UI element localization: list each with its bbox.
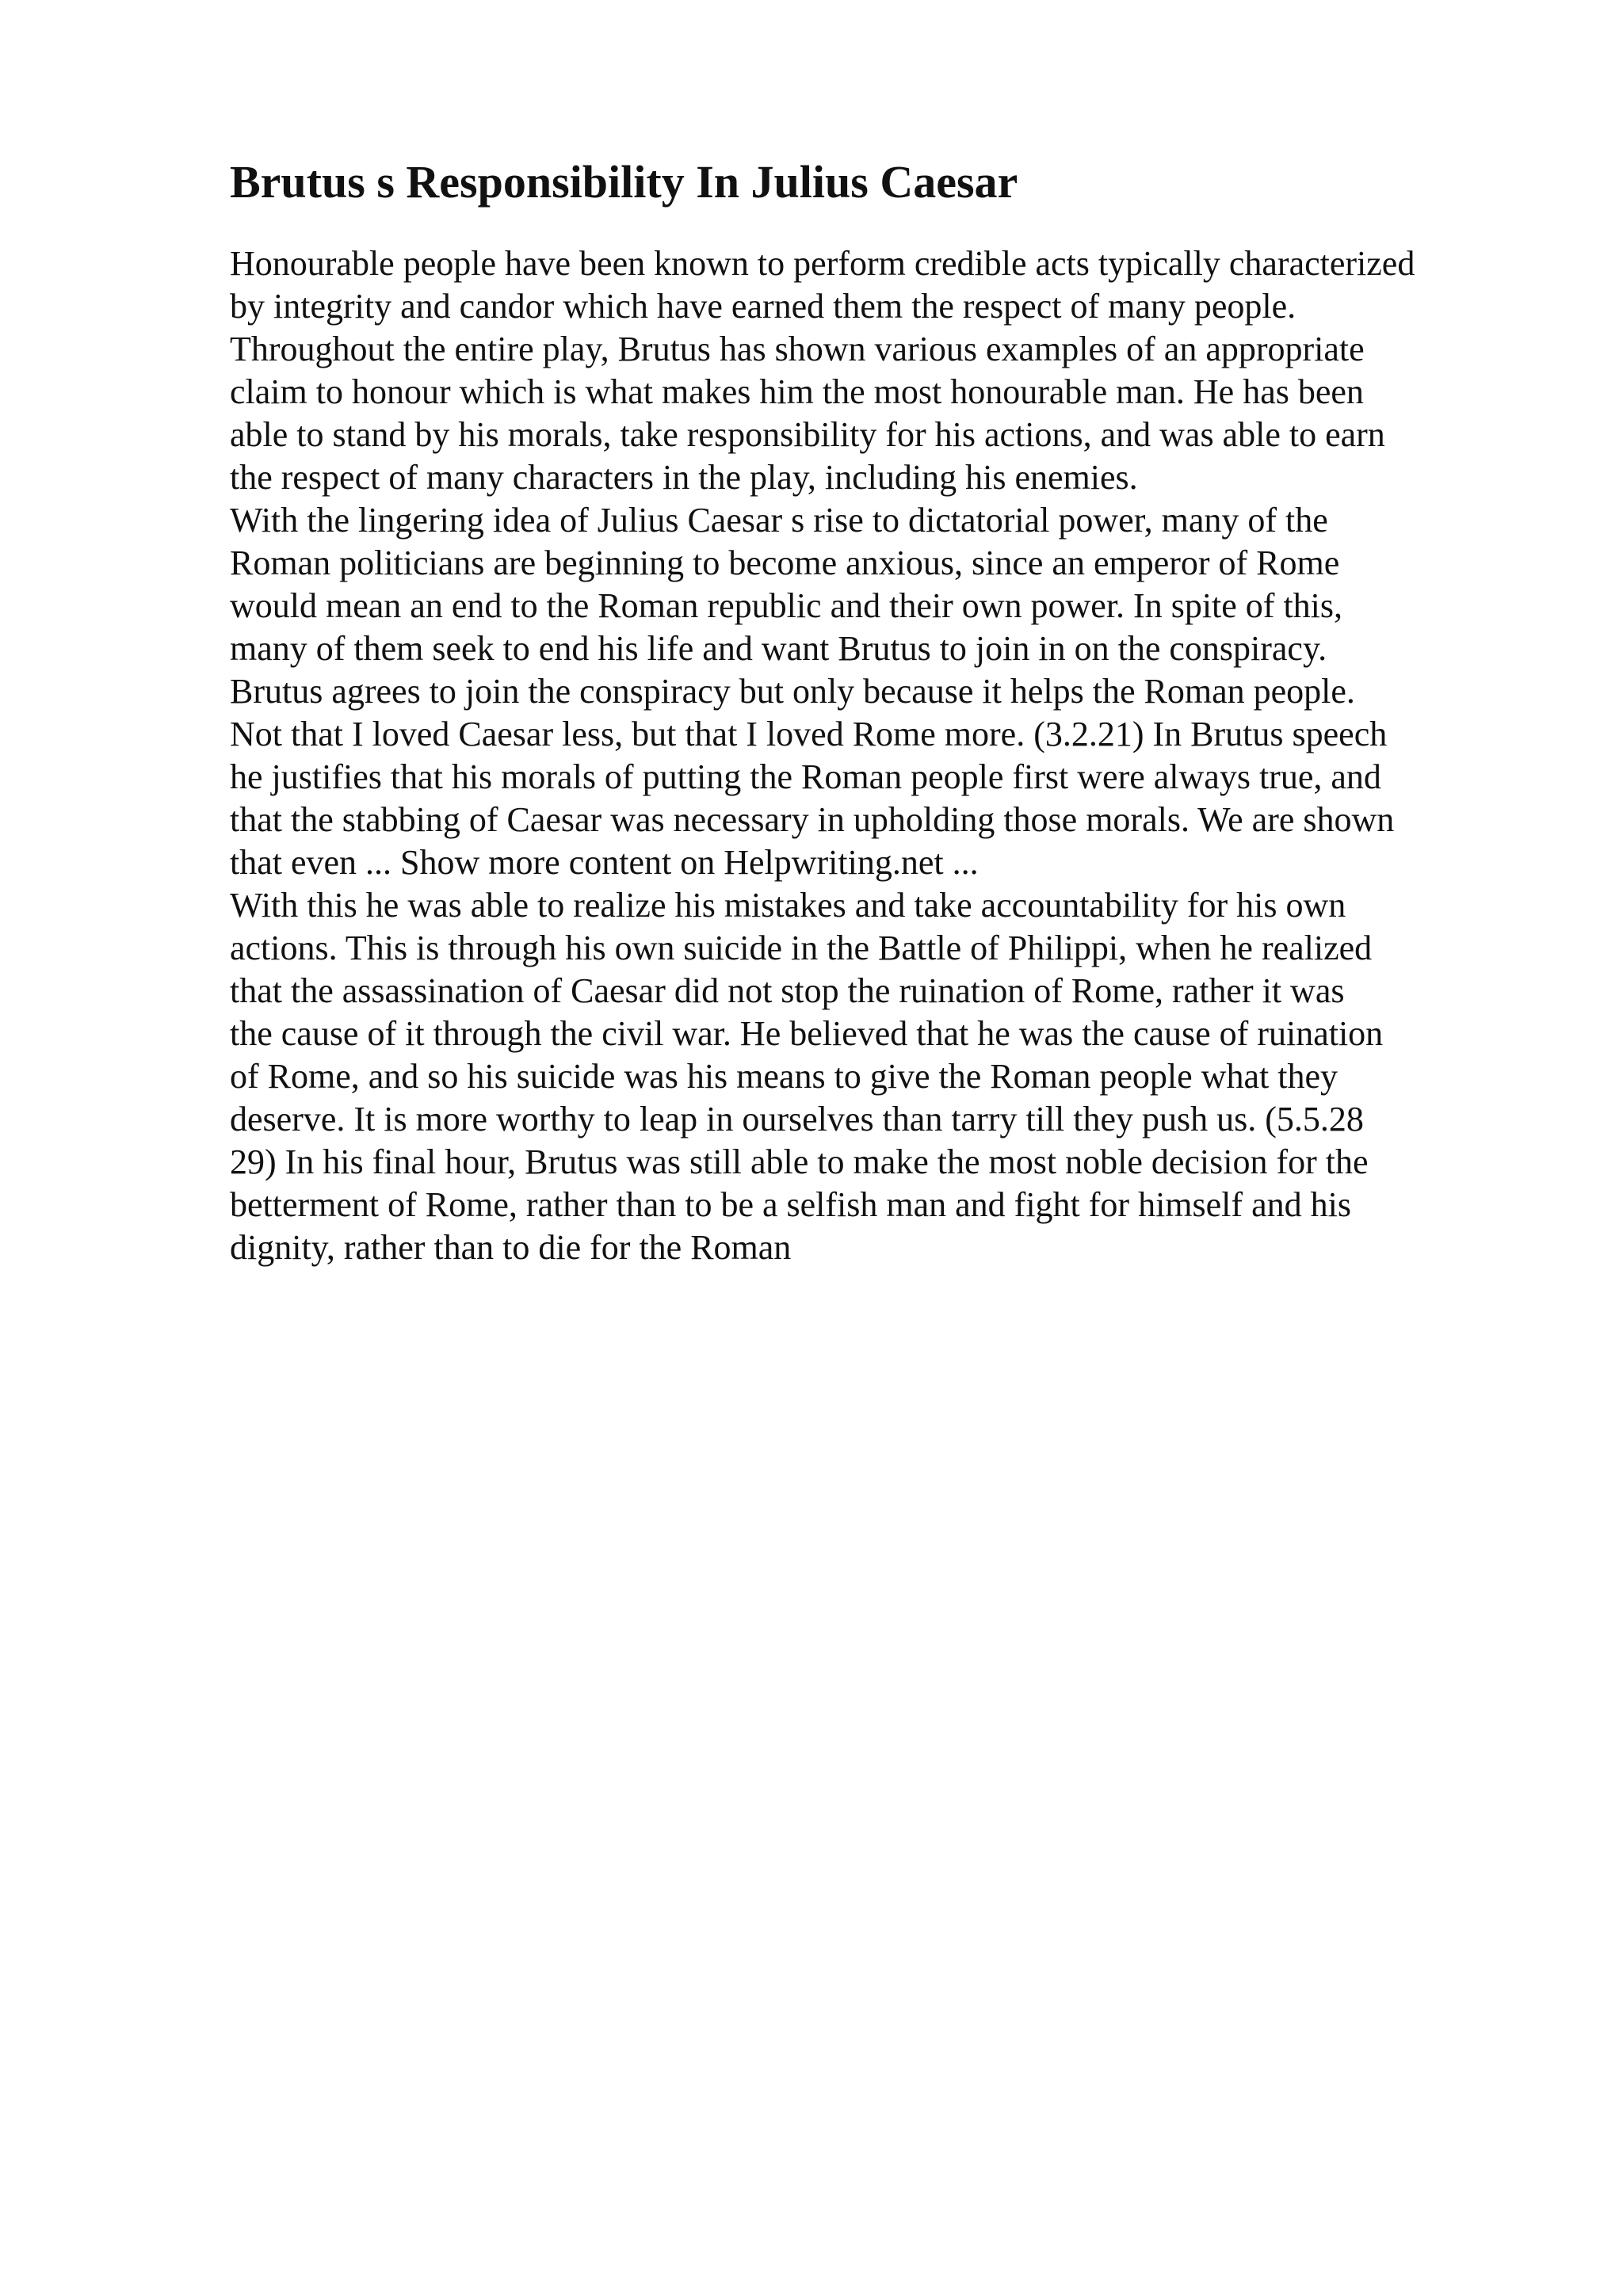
document-title: Brutus s Responsibility In Julius Caesar	[230, 156, 1018, 208]
text-line: by integrity and candor which have earned them the respect of many people.	[230, 287, 1296, 326]
text-line: he justifies that his morals of putting the Roman people first were always true, and	[230, 757, 1381, 796]
text-line: that even ... Show more content on Helpwriting.net ...	[230, 843, 979, 882]
text-line: able to stand by his morals, take responsibility for his actions, and was able to earn	[230, 415, 1385, 454]
text-line: dignity, rather than to die for the Roman	[230, 1228, 792, 1267]
text-line: many of them seek to end his life and want Brutus to join in on the conspiracy.	[230, 629, 1327, 668]
text-line: Roman politicians are beginning to become anxious, since an emperor of Rome	[230, 543, 1340, 582]
text-line: Honourable people have been known to perform credible acts typically characterized	[230, 244, 1415, 283]
text-line: With the lingering idea of Julius Caesar s rise to dictatorial power, many of the	[230, 501, 1328, 540]
text-line: that the stabbing of Caesar was necessary in upholding those morals. We are shown	[230, 800, 1395, 839]
text-line: deserve. It is more worthy to leap in ourselves than tarry till they push us. (5.5.28	[230, 1100, 1364, 1138]
text-line: the respect of many characters in the play, including his enemies.	[230, 458, 1138, 497]
text-line: claim to honour which is what makes him the most honourable man. He has been	[230, 372, 1364, 411]
text-line: Not that I loved Caesar less, but that I loved Rome more. (3.2.21) In Brutus speech	[230, 715, 1388, 753]
text-line: betterment of Rome, rather than to be a selfish man and fight for himself and his	[230, 1185, 1351, 1224]
text-line: actions. This is through his own suicide in the Battle of Philippi, when he realized	[230, 929, 1373, 967]
text-line: Brutus agrees to join the conspiracy but only because it helps the Roman people.	[230, 672, 1355, 711]
text-line: that the assassination of Caesar did not stop the ruination of Rome, rather it was	[230, 971, 1345, 1010]
text-line: 29) In his final hour, Brutus was still able to make the most noble decision for the	[230, 1142, 1369, 1181]
document-body	[230, 242, 1529, 1269]
text-line: the cause of it through the civil war. He believed that he was the cause of ruination	[230, 1014, 1384, 1053]
text-line: With this he was able to realize his mistakes and take accountability for his own	[230, 886, 1346, 925]
text-line: would mean an end to the Roman republic and their own power. In spite of this,	[230, 586, 1343, 625]
text-line: of Rome, and so his suicide was his means to give the Roman people what they	[230, 1057, 1338, 1096]
text-line: Throughout the entire play, Brutus has shown various examples of an appropriate	[230, 330, 1365, 368]
